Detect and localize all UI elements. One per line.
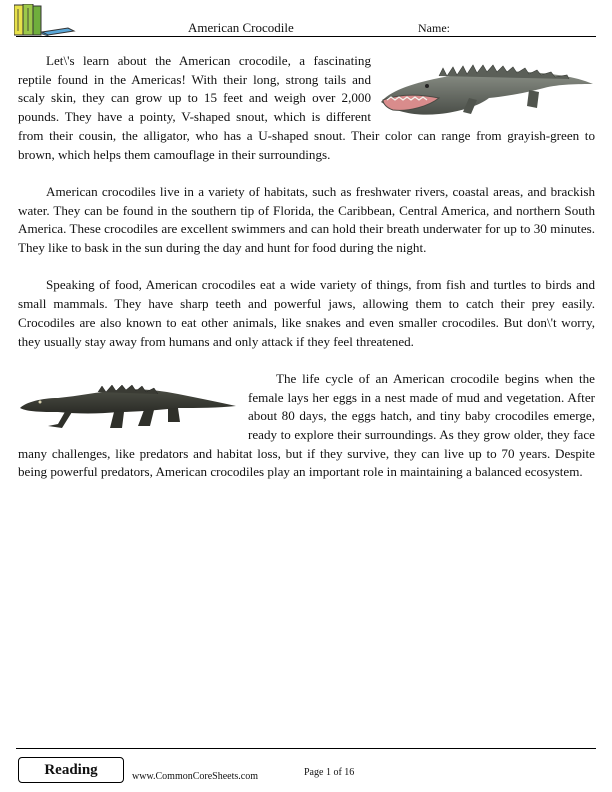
crocodile-open-mouth-image — [379, 54, 595, 120]
page-header — [0, 0, 612, 40]
article-body — [18, 52, 595, 501]
page-number: Page 1 of 16 — [304, 767, 355, 778]
paragraph-3: Speaking of food, American crocodiles eat a wide variety of things, from fish and turtles to birds and small mammals. They have sharp teeth and powerful jaws, allowing them to catch their prey easily. Crocodiles are also known to eat other animals, like snakes and even smaller crocodiles. But don\'t worry, they usually stay away from humans and only attack if they feel threatened. — [18, 277, 595, 349]
page-title: American Crocodile — [188, 20, 294, 35]
paragraph-4: The life cycle of an American crocodile begins when the female lays her eggs in a nest made of mud and vegetation. After about 80 days, the eggs hatch, and tiny baby crocodiles emerge, ready to explore their surroundings. As they grow older, they face many challenges, like predators and habitat loss, but if they survive, they can live up to 70 years. Despite being powerful predators, American crocodiles play an important role in maintaining a balanced ecosystem. — [18, 370, 595, 480]
paragraph-1: Let\'s learn about the American crocodile, a fascinating reptile found in the Americas! With their long, strong tails and scaly skin, they can grow up to 15 feet and weigh over 2,000 pounds. They have a pointy, V-shaped snout, which is different from their cousin, the alligator, who has a U-shaped snout. Their color can range from grayish-green to brown, which helps them camouflage in their surroundings. — [18, 53, 595, 162]
site-url: www.CommonCoreSheets.com — [132, 771, 259, 782]
reading-badge: Reading — [18, 757, 124, 783]
header-divider — [16, 36, 596, 37]
books-logo-icon — [14, 4, 76, 36]
crocodile-side-view-image — [18, 376, 238, 434]
paragraph-2: American crocodiles live in a variety of habitats, such as freshwater rivers, coastal areas, and brackish water. They can be found in the southern tip of Florida, the Caribbean, Central America, and northern South America. These crocodiles are excellent swimmers and can hold their breath underwater for up to 30 minutes. They like to bask in the sun during the day and hunt for food during the night. — [18, 183, 595, 256]
name-label: Name: — [418, 21, 450, 35]
footer-divider — [16, 748, 596, 749]
